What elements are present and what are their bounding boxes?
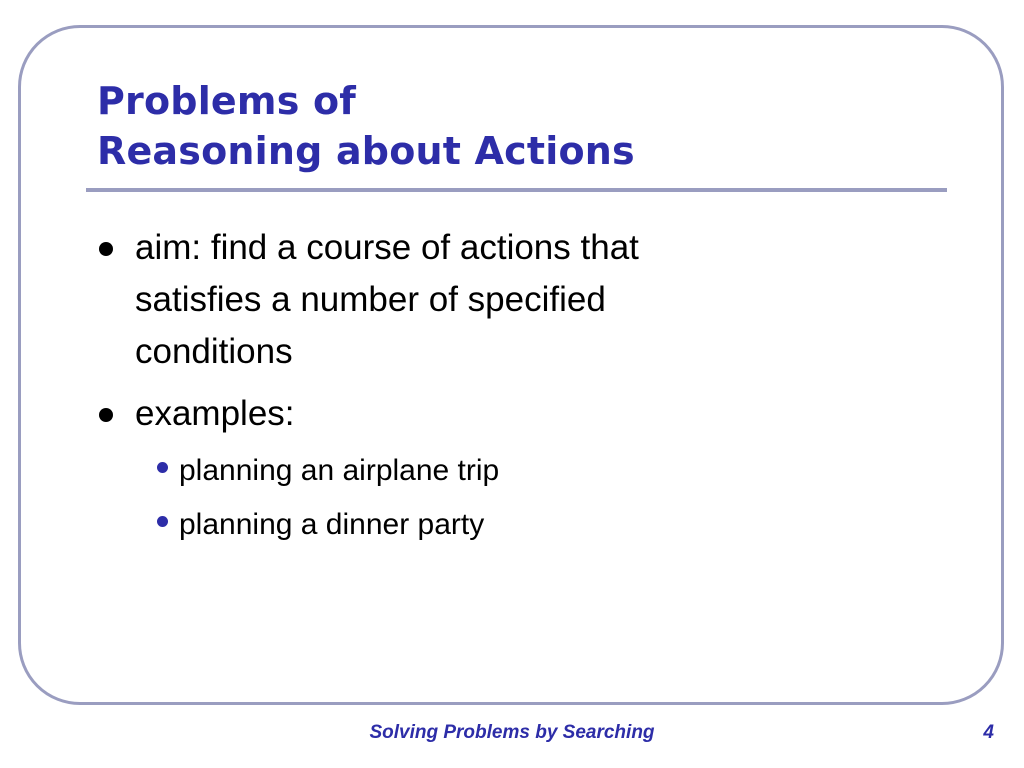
bullet-aim-line-3: conditions (135, 332, 293, 371)
title-line-1: Problems of (97, 79, 356, 123)
bullet-dot-icon (99, 242, 113, 256)
bullet-aim-line-1: aim: find a course of actions that (135, 228, 639, 267)
bullet-aim-line-2: satisfies a number of specified (135, 280, 606, 319)
bullet-dot-icon (99, 408, 113, 422)
bullet-aim (97, 222, 957, 378)
slide-title (97, 76, 635, 176)
footer-title: Solving Problems by Searching (369, 722, 655, 743)
page-number: 4 (983, 722, 994, 743)
slide-body (97, 222, 957, 556)
sub-bullet-dot-icon (157, 516, 168, 527)
bullet-examples (97, 388, 957, 440)
sub-bullet-text: planning an airplane trip (179, 454, 500, 487)
sub-bullet-dinner-party (97, 502, 957, 548)
sub-bullet-airplane-trip (97, 448, 957, 494)
title-line-2: Reasoning about Actions (97, 129, 635, 173)
sub-bullet-dot-icon (157, 462, 168, 473)
examples-sublist (97, 448, 957, 548)
sub-bullet-text: planning a dinner party (179, 508, 485, 541)
title-divider (86, 188, 947, 192)
bullet-examples-text: examples: (135, 394, 295, 433)
